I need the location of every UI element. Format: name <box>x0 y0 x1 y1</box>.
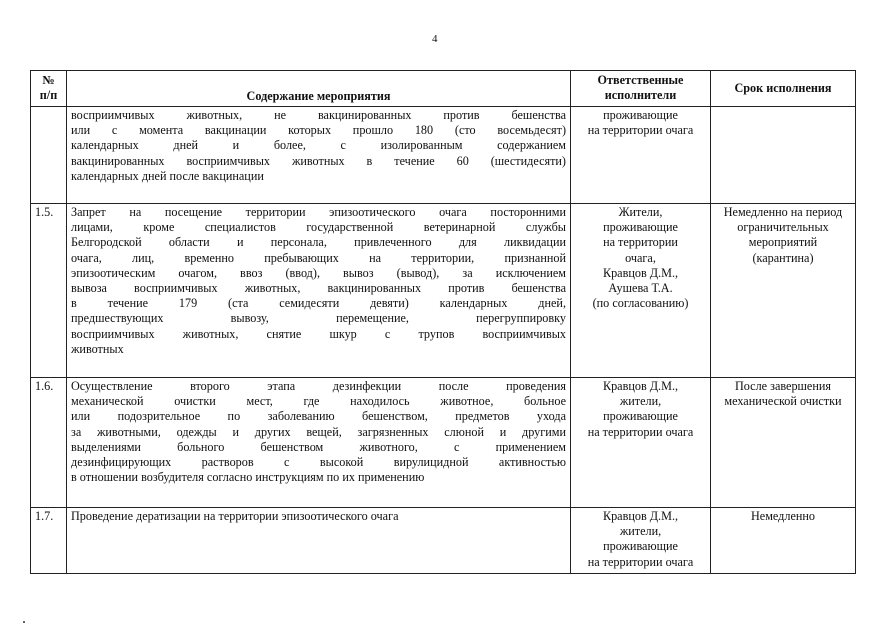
row-responsible-line: проживающие <box>603 108 678 122</box>
row-responsible-line: жители, <box>619 524 662 539</box>
row-content-line: в отношении возбудителя согласно инструкциям по их применению <box>71 470 425 485</box>
row-content-line: календарных дней и более, с изолированным содержанием <box>71 138 566 153</box>
row-content-line: вакцинированных восприимчивых животных в течение 60 (шестидесяти) <box>71 153 566 168</box>
row-responsible-line: Кравцов Д.М., <box>602 379 679 393</box>
row-responsible-line: проживающие <box>603 220 678 235</box>
row-content-line: в течение 179 (ста семидесяти девяти) календарных дней, <box>71 296 566 311</box>
row-responsible-line: на территории <box>603 235 678 250</box>
row-responsible-line: Кравцов Д.М., <box>602 509 679 523</box>
row-term <box>711 378 856 508</box>
row-responsible-line: проживающие <box>603 539 678 554</box>
page-number: 4 <box>432 33 438 45</box>
row-number: 1.7. <box>31 508 67 574</box>
row-content-line: вывоза восприимчивых животных, вакцинированных против бешенства <box>71 281 566 296</box>
row-content-line: выделениями больного бешенством животного, с применением <box>71 439 566 454</box>
table-row <box>31 378 856 508</box>
row-content-line: дезинфицирующих растворов с высокой вирулицидной активностью <box>71 455 566 470</box>
header-responsible-line: Ответственные <box>597 73 684 87</box>
row-responsible-line: Жители, <box>618 205 663 219</box>
row-content-line: очага, лиц, временно пребывающих на территории, признанной <box>71 250 566 265</box>
row-responsible-line: Аушева Т.А. <box>608 281 673 296</box>
row-responsible <box>571 378 711 508</box>
row-responsible-line: на территории очага <box>587 554 694 569</box>
row-content-line: Белгородской области и персонала, привлеченного для ликвидации <box>71 235 566 250</box>
row-term <box>711 204 856 378</box>
header-row <box>31 71 856 107</box>
row-responsible <box>571 204 711 378</box>
row-content-line: механической очистки мест, где находилось животное, больное <box>71 394 566 409</box>
header-content: Содержание мероприятия <box>67 71 571 107</box>
row-term <box>711 107 856 204</box>
table-row <box>31 107 856 204</box>
row-responsible <box>571 508 711 574</box>
table-row <box>31 204 856 378</box>
header-num <box>31 71 67 107</box>
row-content-line: животных <box>71 341 124 356</box>
header-term: Срок исполнения <box>711 71 856 107</box>
row-content-line: Осуществление второго этапа дезинфекции после проведения <box>71 379 566 393</box>
row-responsible-line: Кравцов Д.М., <box>602 265 679 280</box>
header-responsible <box>571 71 711 107</box>
row-content-line: восприимчивых животных, не вакцинированных против бешенства <box>71 108 566 122</box>
row-content-line: Проведение дератизации на территории эпизоотического очага <box>71 509 399 523</box>
row-responsible-line: жители, <box>619 394 662 409</box>
row-term-line: ограничительных <box>737 220 829 235</box>
row-term-line: После завершения <box>734 379 831 393</box>
row-responsible <box>571 107 711 204</box>
row-content-line: или с момента вакцинации которых прошло 180 (сто восемьдесят) <box>71 123 566 138</box>
row-content-line: лицами, кроме специалистов государственной ветеринарной службы <box>71 220 566 235</box>
scan-speck <box>23 621 25 623</box>
header-num-line: № <box>42 73 55 87</box>
row-content-line: восприимчивых животных, снятие шкур с трупов восприимчивых <box>71 326 566 341</box>
row-term-line: Немедленно <box>750 509 815 523</box>
row-term-line: (карантина) <box>752 250 814 265</box>
row-number <box>31 107 67 204</box>
row-responsible-line: на территории очага <box>587 424 694 439</box>
row-term-line: мероприятий <box>748 235 818 250</box>
row-responsible-line: очага, <box>625 250 656 265</box>
row-content <box>67 204 571 378</box>
row-number: 1.5. <box>31 204 67 378</box>
row-content-line: за животными, одежды и других вещей, загрязненных слюной и другими <box>71 424 566 439</box>
row-responsible-line: проживающие <box>603 409 678 424</box>
row-content-line: эпизоотическим очагом, ввоз (ввод), вывоз (вывод), за исключением <box>71 265 566 280</box>
row-content <box>67 107 571 204</box>
row-content <box>67 508 571 574</box>
row-content-line: календарных дней после вакцинации <box>71 168 264 183</box>
table-row <box>31 508 856 574</box>
row-content-line: Запрет на посещение территории эпизоотического очага посторонними <box>71 205 566 219</box>
row-responsible-line: (по согласованию) <box>592 296 689 311</box>
row-term <box>711 508 856 574</box>
row-responsible-line: на территории очага <box>587 123 694 138</box>
header-num-line: п/п <box>39 88 58 102</box>
row-content <box>67 378 571 508</box>
row-term-line: Немедленно на период <box>723 205 843 219</box>
row-number: 1.6. <box>31 378 67 508</box>
row-content-line: или подозрительное по заболеванию бешенством, предметов ухода <box>71 409 566 424</box>
row-term-line: механической очистки <box>724 394 842 409</box>
header-responsible-line: исполнители <box>604 88 677 102</box>
measures-table <box>30 70 856 574</box>
row-content-line: предшествующих вывозу, перемещение, перегруппировку <box>71 311 566 326</box>
